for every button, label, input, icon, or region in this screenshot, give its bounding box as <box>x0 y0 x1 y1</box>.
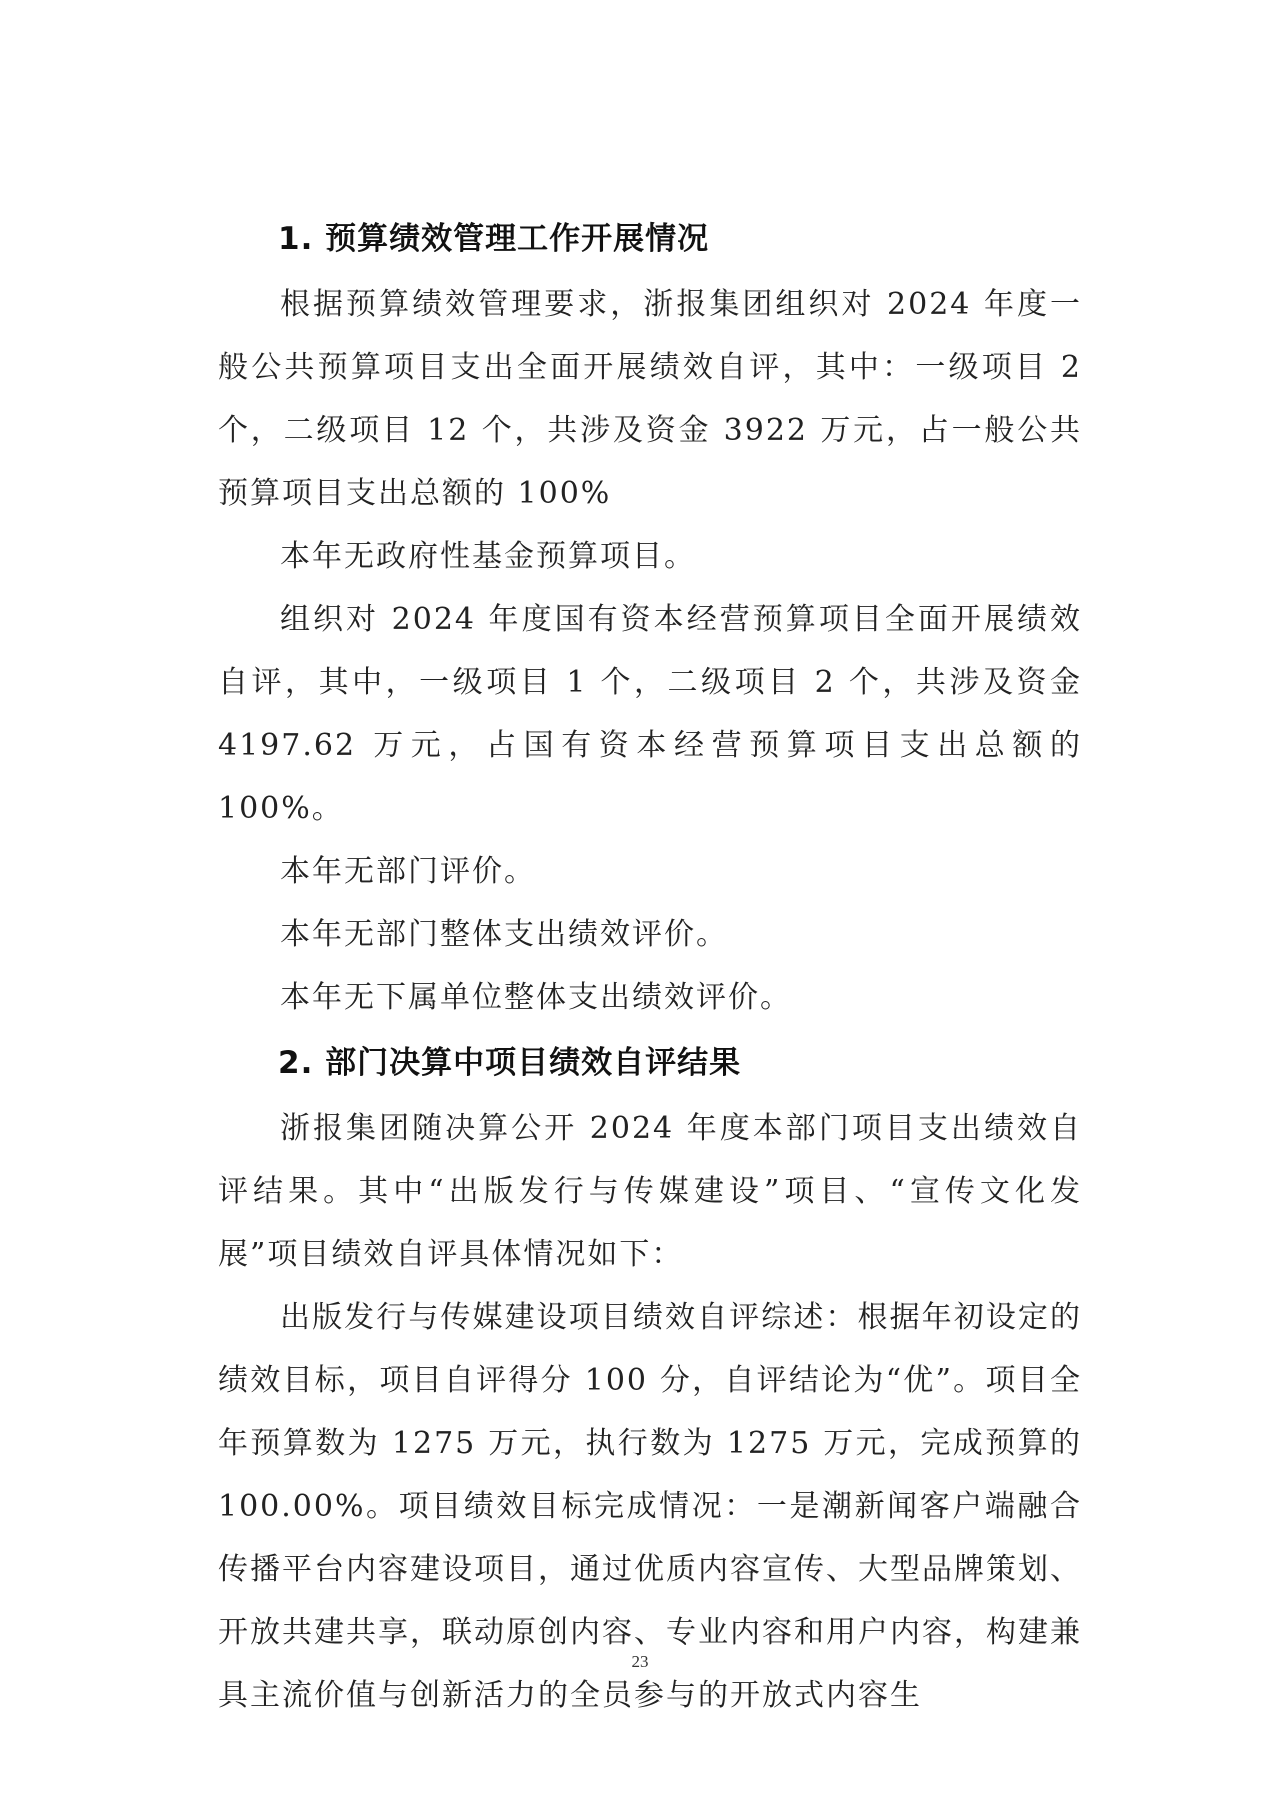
paragraph: 本年无下属单位整体支出绩效评价。 <box>280 980 792 1015</box>
page-number: 23 <box>631 1652 649 1671</box>
paragraph: 本年无政府性基金预算项目。 <box>280 539 696 574</box>
paragraph: 出版发行与传媒建设项目绩效自评综述：根据年初设定的绩效目标，项目自评得分 100 分，自评结论为“优”。项目全年预算数为 1275 万元，执行数为 1275 万元，完成预算的 100.00%。项目绩效目标完成情况：一是潮新闻客户端融合传播平台内容建设项目，通过优质内容宣传、大型品牌策划、开放共建共享，联动原创内容、专业内容和用户内容，构建兼具主流价值与创新活力的全员参与的开放式内容生 <box>218 1300 1082 1713</box>
paragraph: 组织对 2024 年度国有资本经营预算项目全面开展绩效自评，其中，一级项目 1 个，二级项目 2 个，共涉及资金 4197.62 万元，占国有资本经营预算项目支出总额的 100%。 <box>218 602 1082 826</box>
paragraph: 本年无部门整体支出绩效评价。 <box>280 917 728 952</box>
section-project-self-evaluation-results <box>218 1029 1082 1727</box>
section-heading: 2. 部门决算中项目绩效自评结果 <box>278 1045 742 1081</box>
paragraph: 本年无部门评价。 <box>280 854 536 889</box>
document-body <box>218 205 1082 1727</box>
section-heading: 1. 预算绩效管理工作开展情况 <box>278 221 710 257</box>
paragraph: 浙报集团随决算公开 2024 年度本部门项目支出绩效自评结果。其中“出版发行与传媒建设”项目、“宣传文化发展”项目绩效自评具体情况如下： <box>218 1111 1082 1272</box>
section-budget-performance-management <box>218 205 1082 1029</box>
paragraph: 根据预算绩效管理要求，浙报集团组织对 2024 年度一般公共预算项目支出全面开展绩效自评，其中：一级项目 2 个，二级项目 12 个，共涉及资金 3922 万元，占一般公共预算项目支出总额的 100% <box>218 287 1082 511</box>
